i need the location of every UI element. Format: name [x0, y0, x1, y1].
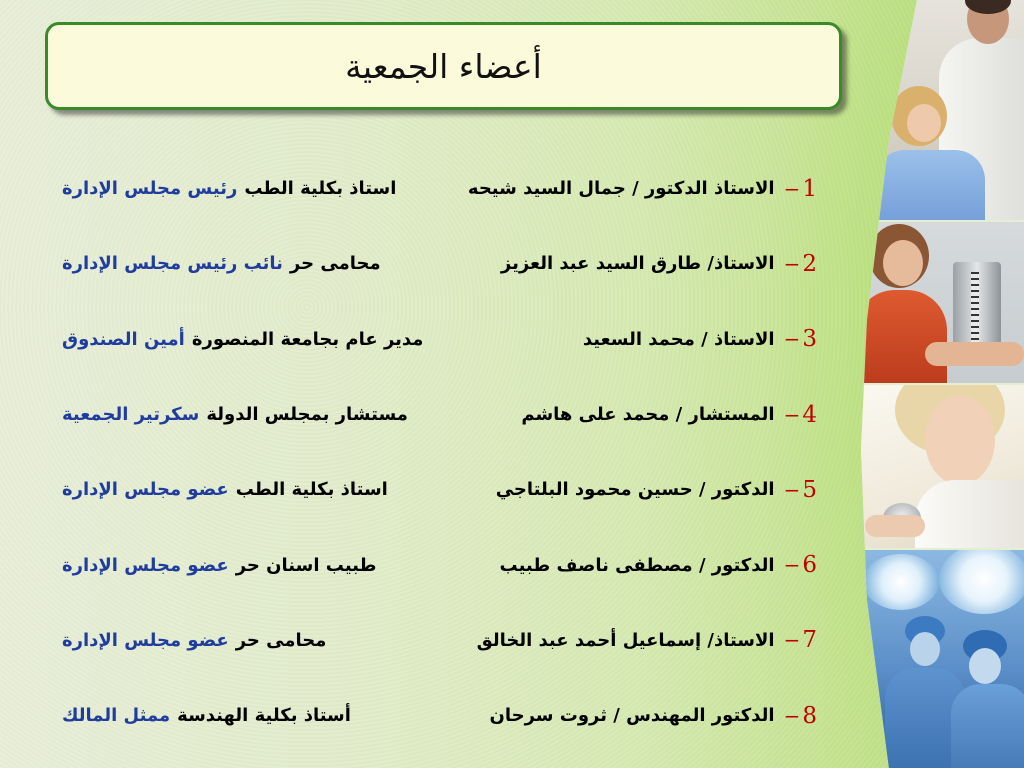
member-row-2 — [62, 226, 817, 301]
page-title: أعضاء الجمعية — [345, 46, 542, 86]
number-dash: − — [783, 553, 801, 578]
member-name: الدكتور / مصطفى ناصف طبيب — [499, 554, 775, 576]
member-details — [62, 329, 423, 350]
item-number — [784, 552, 817, 578]
surgeon-face-1 — [910, 632, 940, 666]
member-details — [62, 479, 388, 500]
member-details — [62, 630, 326, 651]
blue-blanket — [875, 150, 985, 220]
bp-scale — [971, 272, 979, 352]
member-row-8 — [62, 678, 817, 753]
member-row-1 — [62, 151, 817, 226]
number-label: 3 — [802, 326, 817, 353]
member-name: الدكتور المهندس / ثروت سرحان — [489, 705, 775, 727]
item-number — [784, 402, 817, 428]
member-role: عضو مجلس الإدارة — [62, 629, 229, 651]
member-row-4 — [62, 377, 817, 452]
member-role: أمين الصندوق — [62, 328, 185, 350]
member-name: المستشار / محمد على هاشم — [521, 404, 775, 426]
member-occupation: محامى حر — [235, 629, 327, 651]
member-name: الاستاذ الدكتور / جمال السيد شيحه — [467, 178, 775, 200]
number-dash: − — [783, 703, 801, 728]
member-occupation: محامى حر — [289, 253, 381, 275]
number-dash: − — [783, 327, 801, 352]
member-name: الاستاذ/ إسماعيل أحمد عبد الخالق — [476, 629, 775, 651]
medical-photo-strip — [855, 0, 1024, 768]
patient-arm — [925, 342, 1024, 366]
member-occupation: استاذ بكلية الطب — [244, 178, 397, 200]
number-label: 1 — [802, 175, 817, 202]
item-number — [784, 477, 817, 503]
surgeon-face-2 — [969, 648, 1001, 684]
surgical-light-left — [863, 554, 939, 610]
member-occupation: استاذ بكلية الطب — [235, 479, 388, 501]
photo-nurse-blood-pressure — [855, 222, 1024, 383]
member-row-5 — [62, 452, 817, 527]
number-label: 2 — [802, 250, 817, 277]
member-details — [62, 178, 396, 199]
member-name: الاستاذ/ طارق السيد عبد العزيز — [500, 253, 775, 275]
number-dash: − — [783, 402, 801, 427]
number-label: 8 — [802, 702, 817, 729]
member-occupation: مستشار بمجلس الدولة — [206, 404, 408, 426]
hand — [865, 515, 925, 537]
surgical-light-right — [939, 550, 1024, 614]
person-face — [925, 395, 995, 485]
member-role: ممثل المالك — [62, 705, 171, 727]
member-role: رئيس مجلس الإدارة — [62, 178, 238, 200]
item-number — [784, 176, 817, 202]
member-role: سكرتير الجمعية — [62, 404, 200, 426]
item-number — [784, 703, 817, 729]
members-list — [62, 151, 817, 753]
nurse-face — [883, 240, 923, 286]
photo-surgeons — [855, 550, 1024, 768]
surgeon-gown-2 — [951, 684, 1024, 768]
child-face — [907, 104, 941, 142]
member-occupation: مدير عام بجامعة المنصورة — [191, 328, 424, 350]
number-dash: − — [783, 628, 801, 653]
member-row-7 — [62, 603, 817, 678]
member-details — [62, 705, 351, 726]
member-details — [62, 555, 376, 576]
number-label: 6 — [802, 552, 817, 579]
member-occupation: أستاذ بكلية الهندسة — [177, 705, 351, 727]
member-row-3 — [62, 302, 817, 377]
member-row-6 — [62, 527, 817, 602]
number-label: 4 — [802, 401, 817, 428]
member-role: عضو مجلس الإدارة — [62, 479, 229, 501]
number-dash: − — [783, 477, 801, 502]
item-number — [784, 627, 817, 653]
member-name: الدكتور / حسين محمود البلتاجي — [495, 479, 775, 501]
item-number — [784, 251, 817, 277]
member-role: نائب رئيس مجلس الإدارة — [62, 253, 283, 275]
member-details — [62, 253, 381, 274]
number-dash: − — [783, 176, 801, 201]
number-label: 5 — [802, 476, 817, 503]
photo-doctor-with-child — [855, 0, 1024, 220]
nurse-red-shirt — [855, 290, 947, 383]
number-dash: − — [783, 251, 801, 276]
title-box — [45, 22, 842, 110]
item-number — [784, 326, 817, 352]
number-label: 7 — [802, 627, 817, 654]
white-coat — [915, 480, 1024, 548]
photo-doctor-stethoscope — [855, 385, 1024, 548]
member-details — [62, 404, 408, 425]
member-role: عضو مجلس الإدارة — [62, 554, 229, 576]
member-name: الاستاذ / محمد السعيد — [582, 328, 775, 350]
member-occupation: طبيب اسنان حر — [235, 554, 377, 576]
